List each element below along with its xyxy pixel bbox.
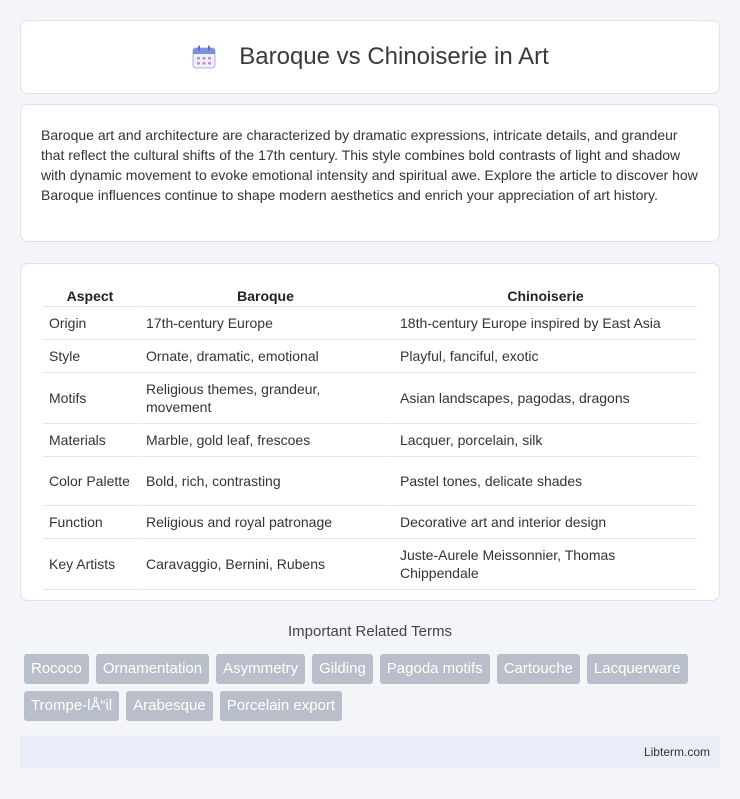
title-wrap [191, 43, 549, 71]
table-row [43, 307, 697, 340]
comparison-table-card [20, 263, 720, 601]
tag-cartouche[interactable]: Cartouche [497, 654, 580, 684]
cell-chinoiserie: Asian landscapes, pagodas, dragons [391, 373, 697, 424]
cell-chinoiserie: Playful, fanciful, exotic [391, 340, 697, 373]
header-aspect: Aspect [43, 284, 137, 307]
cell-aspect: Motifs [43, 373, 137, 424]
cell-chinoiserie: 18th-century Europe inspired by East Asia [391, 307, 697, 340]
footer-site-link[interactable]: Libterm.com [643, 745, 710, 759]
table-row [43, 424, 697, 457]
header-card [20, 20, 720, 94]
cell-chinoiserie: Juste-Aurele Meissonnier, Thomas Chippendale [391, 539, 697, 590]
table-row [43, 340, 697, 373]
intro-paragraph: Baroque art and architecture are characterized by dramatic expressions, intricate details, and grandeur that reflect the cultural shifts of the 17th century. This style combines bold contrasts of light and shadow with dynamic movement to evoke emotional intensity and spiritual awe. Explore the article to discover how Baroque influences continue to shape modern aesthetics and enrich your appreciation of art history. [41, 127, 698, 203]
table-row [43, 539, 697, 590]
cell-chinoiserie: Decorative art and interior design [391, 506, 697, 539]
page-title: Baroque vs Chinoiserie in Art [239, 43, 549, 70]
intro-card [20, 104, 720, 242]
table-row [43, 373, 697, 424]
cell-baroque: Caravaggio, Bernini, Rubens [137, 539, 391, 590]
cell-aspect: Key Artists [43, 539, 137, 590]
header-baroque: Baroque [137, 284, 391, 307]
tag-gilding[interactable]: Gilding [312, 654, 373, 684]
cell-chinoiserie: Pastel tones, delicate shades [391, 457, 697, 506]
table-header-row [43, 284, 697, 307]
related-terms-tags [24, 654, 724, 721]
cell-chinoiserie: Lacquer, porcelain, silk [391, 424, 697, 457]
table-row [43, 457, 697, 506]
footer [20, 736, 720, 768]
tag-arabesque[interactable]: Arabesque [126, 691, 213, 721]
tag-asymmetry[interactable]: Asymmetry [216, 654, 305, 684]
tag-porcelain-export[interactable]: Porcelain export [220, 691, 342, 721]
tag-lacquerware[interactable]: Lacquerware [587, 654, 688, 684]
calendar-icon [191, 44, 217, 70]
cell-aspect: Style [43, 340, 137, 373]
tag-trompe-loeil[interactable]: Trompe-lÅ“il [24, 691, 119, 721]
cell-baroque: Religious themes, grandeur, movement [137, 373, 391, 424]
cell-baroque: Religious and royal patronage [137, 506, 391, 539]
cell-aspect: Color Palette [43, 457, 137, 506]
cell-baroque: 17th-century Europe [137, 307, 391, 340]
tag-rococo[interactable]: Rococo [24, 654, 89, 684]
tag-pagoda-motifs[interactable]: Pagoda motifs [380, 654, 490, 684]
cell-aspect: Function [43, 506, 137, 539]
cell-baroque: Bold, rich, contrasting [137, 457, 391, 506]
tag-ornamentation[interactable]: Ornamentation [96, 654, 209, 684]
cell-baroque: Marble, gold leaf, frescoes [137, 424, 391, 457]
header-chinoiserie: Chinoiserie [391, 284, 697, 307]
cell-aspect: Materials [43, 424, 137, 457]
cell-baroque: Ornate, dramatic, emotional [137, 340, 391, 373]
table-row [43, 506, 697, 539]
comparison-table [43, 284, 697, 590]
cell-aspect: Origin [43, 307, 137, 340]
related-terms-title: Important Related Terms [288, 623, 452, 640]
